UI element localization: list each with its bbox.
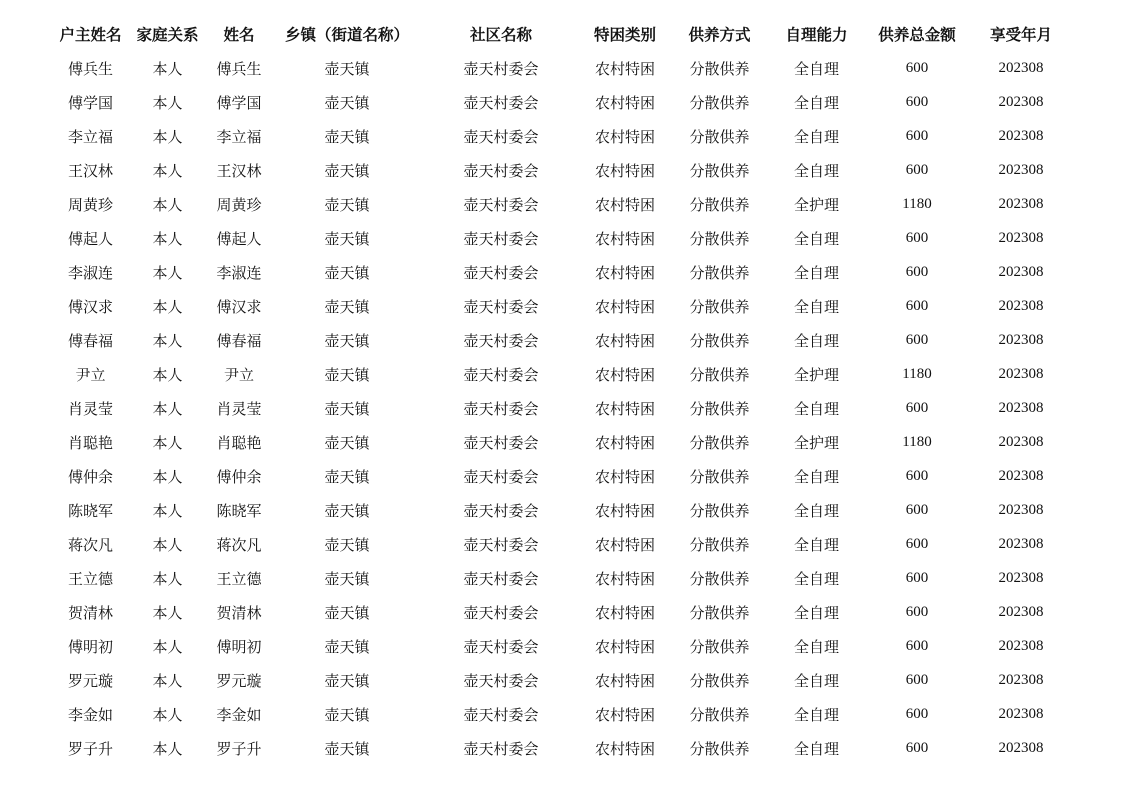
header-row bbox=[50, 17, 1070, 51]
cell-hardship-category: 农村特困 bbox=[594, 365, 655, 384]
cell-householder-name: 王立德 bbox=[67, 569, 113, 588]
cell-community: 壶天村委会 bbox=[463, 535, 539, 554]
cell-hardship-category: 农村特困 bbox=[594, 433, 655, 452]
cell-hardship-category: 农村特困 bbox=[594, 229, 655, 248]
cell-name: 傅仲余 bbox=[216, 467, 262, 486]
cell-township: 壶天镇 bbox=[324, 535, 370, 554]
cell-community: 壶天村委会 bbox=[463, 501, 539, 520]
cell-family-relation: 本人 bbox=[152, 637, 183, 656]
table-row bbox=[50, 221, 1070, 255]
cell-hardship-category: 农村特困 bbox=[594, 399, 655, 418]
cell-support-mode: 分散供养 bbox=[689, 467, 750, 486]
cell-total-amount: 600 bbox=[905, 59, 929, 76]
cell-total-amount: 600 bbox=[905, 569, 929, 586]
cell-hardship-category: 农村特困 bbox=[594, 501, 655, 520]
cell-township: 壶天镇 bbox=[324, 195, 370, 214]
cell-community: 壶天村委会 bbox=[463, 705, 539, 724]
cell-year-month: 202308 bbox=[998, 297, 1044, 314]
cell-total-amount: 600 bbox=[905, 93, 929, 110]
cell-family-relation: 本人 bbox=[152, 59, 183, 78]
cell-total-amount: 600 bbox=[905, 331, 929, 348]
cell-community: 壶天村委会 bbox=[463, 637, 539, 656]
cell-support-mode: 分散供养 bbox=[689, 331, 750, 350]
cell-support-mode: 分散供养 bbox=[689, 433, 750, 452]
cell-year-month: 202308 bbox=[998, 637, 1044, 654]
cell-community: 壶天村委会 bbox=[463, 467, 539, 486]
cell-householder-name: 傅汉求 bbox=[67, 297, 113, 316]
cell-family-relation: 本人 bbox=[152, 331, 183, 350]
header-hardship-category: 特困类别 bbox=[593, 25, 656, 44]
table-header bbox=[50, 17, 1070, 51]
cell-support-mode: 分散供养 bbox=[689, 365, 750, 384]
cell-hardship-category: 农村特困 bbox=[594, 569, 655, 588]
cell-year-month: 202308 bbox=[998, 603, 1044, 620]
table-row bbox=[50, 153, 1070, 187]
header-family-relation: 家庭关系 bbox=[136, 25, 199, 44]
cell-township: 壶天镇 bbox=[324, 705, 370, 724]
cell-township: 壶天镇 bbox=[324, 637, 370, 656]
cell-family-relation: 本人 bbox=[152, 467, 183, 486]
cell-self-care-ability: 全自理 bbox=[793, 705, 839, 724]
cell-family-relation: 本人 bbox=[152, 501, 183, 520]
cell-year-month: 202308 bbox=[998, 263, 1044, 280]
cell-hardship-category: 农村特困 bbox=[594, 195, 655, 214]
cell-name: 傅明初 bbox=[216, 637, 262, 656]
cell-total-amount: 1180 bbox=[902, 433, 932, 450]
cell-total-amount: 600 bbox=[905, 705, 929, 722]
cell-support-mode: 分散供养 bbox=[689, 263, 750, 282]
cell-township: 壶天镇 bbox=[324, 365, 370, 384]
cell-township: 壶天镇 bbox=[324, 127, 370, 146]
cell-total-amount: 600 bbox=[905, 501, 929, 518]
cell-name: 傅起人 bbox=[216, 229, 262, 248]
cell-community: 壶天村委会 bbox=[463, 297, 539, 316]
cell-support-mode: 分散供养 bbox=[689, 569, 750, 588]
cell-support-mode: 分散供养 bbox=[689, 535, 750, 554]
table-row bbox=[50, 425, 1070, 459]
cell-hardship-category: 农村特困 bbox=[594, 93, 655, 112]
cell-support-mode: 分散供养 bbox=[689, 161, 750, 180]
table-row bbox=[50, 595, 1070, 629]
cell-householder-name: 罗子升 bbox=[67, 739, 113, 758]
cell-township: 壶天镇 bbox=[324, 93, 370, 112]
cell-total-amount: 1180 bbox=[902, 195, 932, 212]
cell-township: 壶天镇 bbox=[324, 671, 370, 690]
table-row bbox=[50, 255, 1070, 289]
cell-name: 肖聪艳 bbox=[216, 433, 262, 452]
table-row bbox=[50, 561, 1070, 595]
cell-name: 傅春福 bbox=[216, 331, 262, 350]
cell-family-relation: 本人 bbox=[152, 433, 183, 452]
cell-community: 壶天村委会 bbox=[463, 161, 539, 180]
table-row bbox=[50, 493, 1070, 527]
header-community: 社区名称 bbox=[469, 25, 532, 44]
cell-year-month: 202308 bbox=[998, 535, 1044, 552]
cell-name: 王立德 bbox=[216, 569, 262, 588]
cell-householder-name: 周黄珍 bbox=[67, 195, 113, 214]
cell-hardship-category: 农村特困 bbox=[594, 739, 655, 758]
cell-township: 壶天镇 bbox=[324, 331, 370, 350]
cell-householder-name: 李金如 bbox=[67, 705, 113, 724]
cell-year-month: 202308 bbox=[998, 433, 1044, 450]
table-row bbox=[50, 289, 1070, 323]
cell-total-amount: 600 bbox=[905, 603, 929, 620]
table-row bbox=[50, 187, 1070, 221]
cell-householder-name: 傅兵生 bbox=[67, 59, 113, 78]
cell-township: 壶天镇 bbox=[324, 161, 370, 180]
header-self-care-ability: 自理能力 bbox=[785, 25, 848, 44]
cell-support-mode: 分散供养 bbox=[689, 501, 750, 520]
cell-family-relation: 本人 bbox=[152, 263, 183, 282]
cell-name: 蒋次凡 bbox=[216, 535, 262, 554]
header-township: 乡镇（街道名称） bbox=[284, 25, 409, 44]
cell-support-mode: 分散供养 bbox=[689, 229, 750, 248]
cell-year-month: 202308 bbox=[998, 127, 1044, 144]
cell-self-care-ability: 全自理 bbox=[793, 739, 839, 758]
cell-year-month: 202308 bbox=[998, 229, 1044, 246]
cell-hardship-category: 农村特困 bbox=[594, 161, 655, 180]
cell-householder-name: 傅明初 bbox=[67, 637, 113, 656]
table-row bbox=[50, 527, 1070, 561]
cell-community: 壶天村委会 bbox=[463, 331, 539, 350]
cell-householder-name: 傅起人 bbox=[67, 229, 113, 248]
cell-self-care-ability: 全自理 bbox=[793, 127, 839, 146]
cell-self-care-ability: 全自理 bbox=[793, 637, 839, 656]
cell-name: 周黄珍 bbox=[216, 195, 262, 214]
cell-householder-name: 贺清林 bbox=[67, 603, 113, 622]
cell-year-month: 202308 bbox=[998, 161, 1044, 178]
cell-self-care-ability: 全自理 bbox=[793, 671, 839, 690]
cell-total-amount: 600 bbox=[905, 399, 929, 416]
cell-total-amount: 600 bbox=[905, 229, 929, 246]
cell-householder-name: 罗元璇 bbox=[67, 671, 113, 690]
cell-year-month: 202308 bbox=[998, 739, 1044, 756]
cell-support-mode: 分散供养 bbox=[689, 195, 750, 214]
header-householder-name: 户主姓名 bbox=[59, 25, 122, 44]
table-row bbox=[50, 663, 1070, 697]
cell-householder-name: 傅春福 bbox=[67, 331, 113, 350]
cell-householder-name: 肖灵莹 bbox=[67, 399, 113, 418]
cell-householder-name: 傅学国 bbox=[67, 93, 113, 112]
cell-name: 王汉林 bbox=[216, 161, 262, 180]
table-row bbox=[50, 51, 1070, 85]
cell-year-month: 202308 bbox=[998, 467, 1044, 484]
cell-total-amount: 600 bbox=[905, 263, 929, 280]
table-row bbox=[50, 357, 1070, 391]
cell-name: 李淑连 bbox=[216, 263, 262, 282]
table-row bbox=[50, 119, 1070, 153]
cell-name: 尹立 bbox=[223, 365, 254, 384]
header-total-amount: 供养总金额 bbox=[878, 25, 956, 44]
cell-township: 壶天镇 bbox=[324, 297, 370, 316]
cell-householder-name: 李淑连 bbox=[67, 263, 113, 282]
cell-community: 壶天村委会 bbox=[463, 603, 539, 622]
cell-family-relation: 本人 bbox=[152, 195, 183, 214]
cell-year-month: 202308 bbox=[998, 365, 1044, 382]
cell-community: 壶天村委会 bbox=[463, 365, 539, 384]
cell-community: 壶天村委会 bbox=[463, 229, 539, 248]
cell-community: 壶天村委会 bbox=[463, 433, 539, 452]
cell-township: 壶天镇 bbox=[324, 399, 370, 418]
cell-self-care-ability: 全自理 bbox=[793, 535, 839, 554]
cell-community: 壶天村委会 bbox=[463, 93, 539, 112]
cell-support-mode: 分散供养 bbox=[689, 297, 750, 316]
cell-hardship-category: 农村特困 bbox=[594, 637, 655, 656]
cell-hardship-category: 农村特困 bbox=[594, 59, 655, 78]
cell-township: 壶天镇 bbox=[324, 433, 370, 452]
cell-family-relation: 本人 bbox=[152, 399, 183, 418]
cell-township: 壶天镇 bbox=[324, 467, 370, 486]
cell-self-care-ability: 全护理 bbox=[793, 433, 839, 452]
cell-total-amount: 600 bbox=[905, 535, 929, 552]
cell-year-month: 202308 bbox=[998, 399, 1044, 416]
cell-self-care-ability: 全自理 bbox=[793, 263, 839, 282]
cell-family-relation: 本人 bbox=[152, 569, 183, 588]
cell-family-relation: 本人 bbox=[152, 603, 183, 622]
table-row bbox=[50, 323, 1070, 357]
cell-self-care-ability: 全自理 bbox=[793, 93, 839, 112]
table-row bbox=[50, 629, 1070, 663]
cell-total-amount: 600 bbox=[905, 739, 929, 756]
cell-hardship-category: 农村特困 bbox=[594, 263, 655, 282]
cell-hardship-category: 农村特困 bbox=[594, 297, 655, 316]
cell-self-care-ability: 全自理 bbox=[793, 467, 839, 486]
cell-total-amount: 600 bbox=[905, 297, 929, 314]
cell-householder-name: 傅仲余 bbox=[67, 467, 113, 486]
cell-self-care-ability: 全自理 bbox=[793, 331, 839, 350]
cell-self-care-ability: 全自理 bbox=[793, 501, 839, 520]
header-year-month: 享受年月 bbox=[989, 25, 1052, 44]
cell-total-amount: 1180 bbox=[902, 365, 932, 382]
cell-self-care-ability: 全自理 bbox=[793, 59, 839, 78]
cell-community: 壶天村委会 bbox=[463, 569, 539, 588]
cell-year-month: 202308 bbox=[998, 59, 1044, 76]
cell-name: 傅兵生 bbox=[216, 59, 262, 78]
cell-hardship-category: 农村特困 bbox=[594, 467, 655, 486]
cell-householder-name: 王汉林 bbox=[67, 161, 113, 180]
cell-total-amount: 600 bbox=[905, 637, 929, 654]
cell-township: 壶天镇 bbox=[324, 263, 370, 282]
cell-self-care-ability: 全护理 bbox=[793, 365, 839, 384]
cell-self-care-ability: 全护理 bbox=[793, 195, 839, 214]
cell-family-relation: 本人 bbox=[152, 161, 183, 180]
table-body bbox=[50, 51, 1070, 765]
table-row bbox=[50, 731, 1070, 765]
cell-householder-name: 李立福 bbox=[67, 127, 113, 146]
cell-year-month: 202308 bbox=[998, 331, 1044, 348]
cell-name: 李金如 bbox=[216, 705, 262, 724]
cell-family-relation: 本人 bbox=[152, 671, 183, 690]
cell-self-care-ability: 全自理 bbox=[793, 399, 839, 418]
cell-hardship-category: 农村特困 bbox=[594, 603, 655, 622]
cell-support-mode: 分散供养 bbox=[689, 705, 750, 724]
table-row bbox=[50, 459, 1070, 493]
cell-family-relation: 本人 bbox=[152, 535, 183, 554]
cell-name: 罗子升 bbox=[216, 739, 262, 758]
cell-township: 壶天镇 bbox=[324, 501, 370, 520]
table-row bbox=[50, 85, 1070, 119]
cell-self-care-ability: 全自理 bbox=[793, 569, 839, 588]
cell-family-relation: 本人 bbox=[152, 93, 183, 112]
table-row bbox=[50, 391, 1070, 425]
cell-year-month: 202308 bbox=[998, 501, 1044, 518]
cell-community: 壶天村委会 bbox=[463, 195, 539, 214]
cell-name: 贺清林 bbox=[216, 603, 262, 622]
cell-community: 壶天村委会 bbox=[463, 263, 539, 282]
cell-hardship-category: 农村特困 bbox=[594, 705, 655, 724]
cell-community: 壶天村委会 bbox=[463, 671, 539, 690]
cell-hardship-category: 农村特困 bbox=[594, 331, 655, 350]
cell-year-month: 202308 bbox=[998, 705, 1044, 722]
cell-self-care-ability: 全自理 bbox=[793, 229, 839, 248]
cell-name: 罗元璇 bbox=[216, 671, 262, 690]
cell-township: 壶天镇 bbox=[324, 229, 370, 248]
cell-township: 壶天镇 bbox=[324, 59, 370, 78]
cell-support-mode: 分散供养 bbox=[689, 637, 750, 656]
cell-householder-name: 蒋次凡 bbox=[67, 535, 113, 554]
header-name: 姓名 bbox=[223, 25, 255, 44]
cell-hardship-category: 农村特困 bbox=[594, 535, 655, 554]
cell-total-amount: 600 bbox=[905, 467, 929, 484]
cell-hardship-category: 农村特困 bbox=[594, 671, 655, 690]
cell-support-mode: 分散供养 bbox=[689, 739, 750, 758]
cell-family-relation: 本人 bbox=[152, 705, 183, 724]
cell-self-care-ability: 全自理 bbox=[793, 603, 839, 622]
cell-year-month: 202308 bbox=[998, 569, 1044, 586]
cell-township: 壶天镇 bbox=[324, 739, 370, 758]
cell-name: 傅汉求 bbox=[216, 297, 262, 316]
cell-name: 肖灵莹 bbox=[216, 399, 262, 418]
cell-support-mode: 分散供养 bbox=[689, 399, 750, 418]
cell-hardship-category: 农村特困 bbox=[594, 127, 655, 146]
cell-support-mode: 分散供养 bbox=[689, 59, 750, 78]
cell-householder-name: 陈晓军 bbox=[67, 501, 113, 520]
cell-support-mode: 分散供养 bbox=[689, 671, 750, 690]
cell-support-mode: 分散供养 bbox=[689, 93, 750, 112]
cell-total-amount: 600 bbox=[905, 671, 929, 688]
cell-community: 壶天村委会 bbox=[463, 399, 539, 418]
cell-total-amount: 600 bbox=[905, 161, 929, 178]
cell-township: 壶天镇 bbox=[324, 569, 370, 588]
cell-year-month: 202308 bbox=[998, 671, 1044, 688]
cell-township: 壶天镇 bbox=[324, 603, 370, 622]
cell-family-relation: 本人 bbox=[152, 127, 183, 146]
cell-family-relation: 本人 bbox=[152, 365, 183, 384]
cell-householder-name: 尹立 bbox=[75, 365, 106, 384]
cell-self-care-ability: 全自理 bbox=[793, 161, 839, 180]
cell-self-care-ability: 全自理 bbox=[793, 297, 839, 316]
support-recipients-table bbox=[50, 17, 1070, 765]
cell-family-relation: 本人 bbox=[152, 229, 183, 248]
cell-year-month: 202308 bbox=[998, 195, 1044, 212]
cell-family-relation: 本人 bbox=[152, 739, 183, 758]
cell-householder-name: 肖聪艳 bbox=[67, 433, 113, 452]
cell-year-month: 202308 bbox=[998, 93, 1044, 110]
cell-family-relation: 本人 bbox=[152, 297, 183, 316]
cell-community: 壶天村委会 bbox=[463, 59, 539, 78]
header-support-mode: 供养方式 bbox=[688, 25, 751, 44]
cell-name: 李立福 bbox=[216, 127, 262, 146]
cell-total-amount: 600 bbox=[905, 127, 929, 144]
cell-support-mode: 分散供养 bbox=[689, 603, 750, 622]
table-row bbox=[50, 697, 1070, 731]
cell-support-mode: 分散供养 bbox=[689, 127, 750, 146]
cell-community: 壶天村委会 bbox=[463, 127, 539, 146]
cell-name: 傅学国 bbox=[216, 93, 262, 112]
cell-community: 壶天村委会 bbox=[463, 739, 539, 758]
cell-name: 陈晓军 bbox=[216, 501, 262, 520]
